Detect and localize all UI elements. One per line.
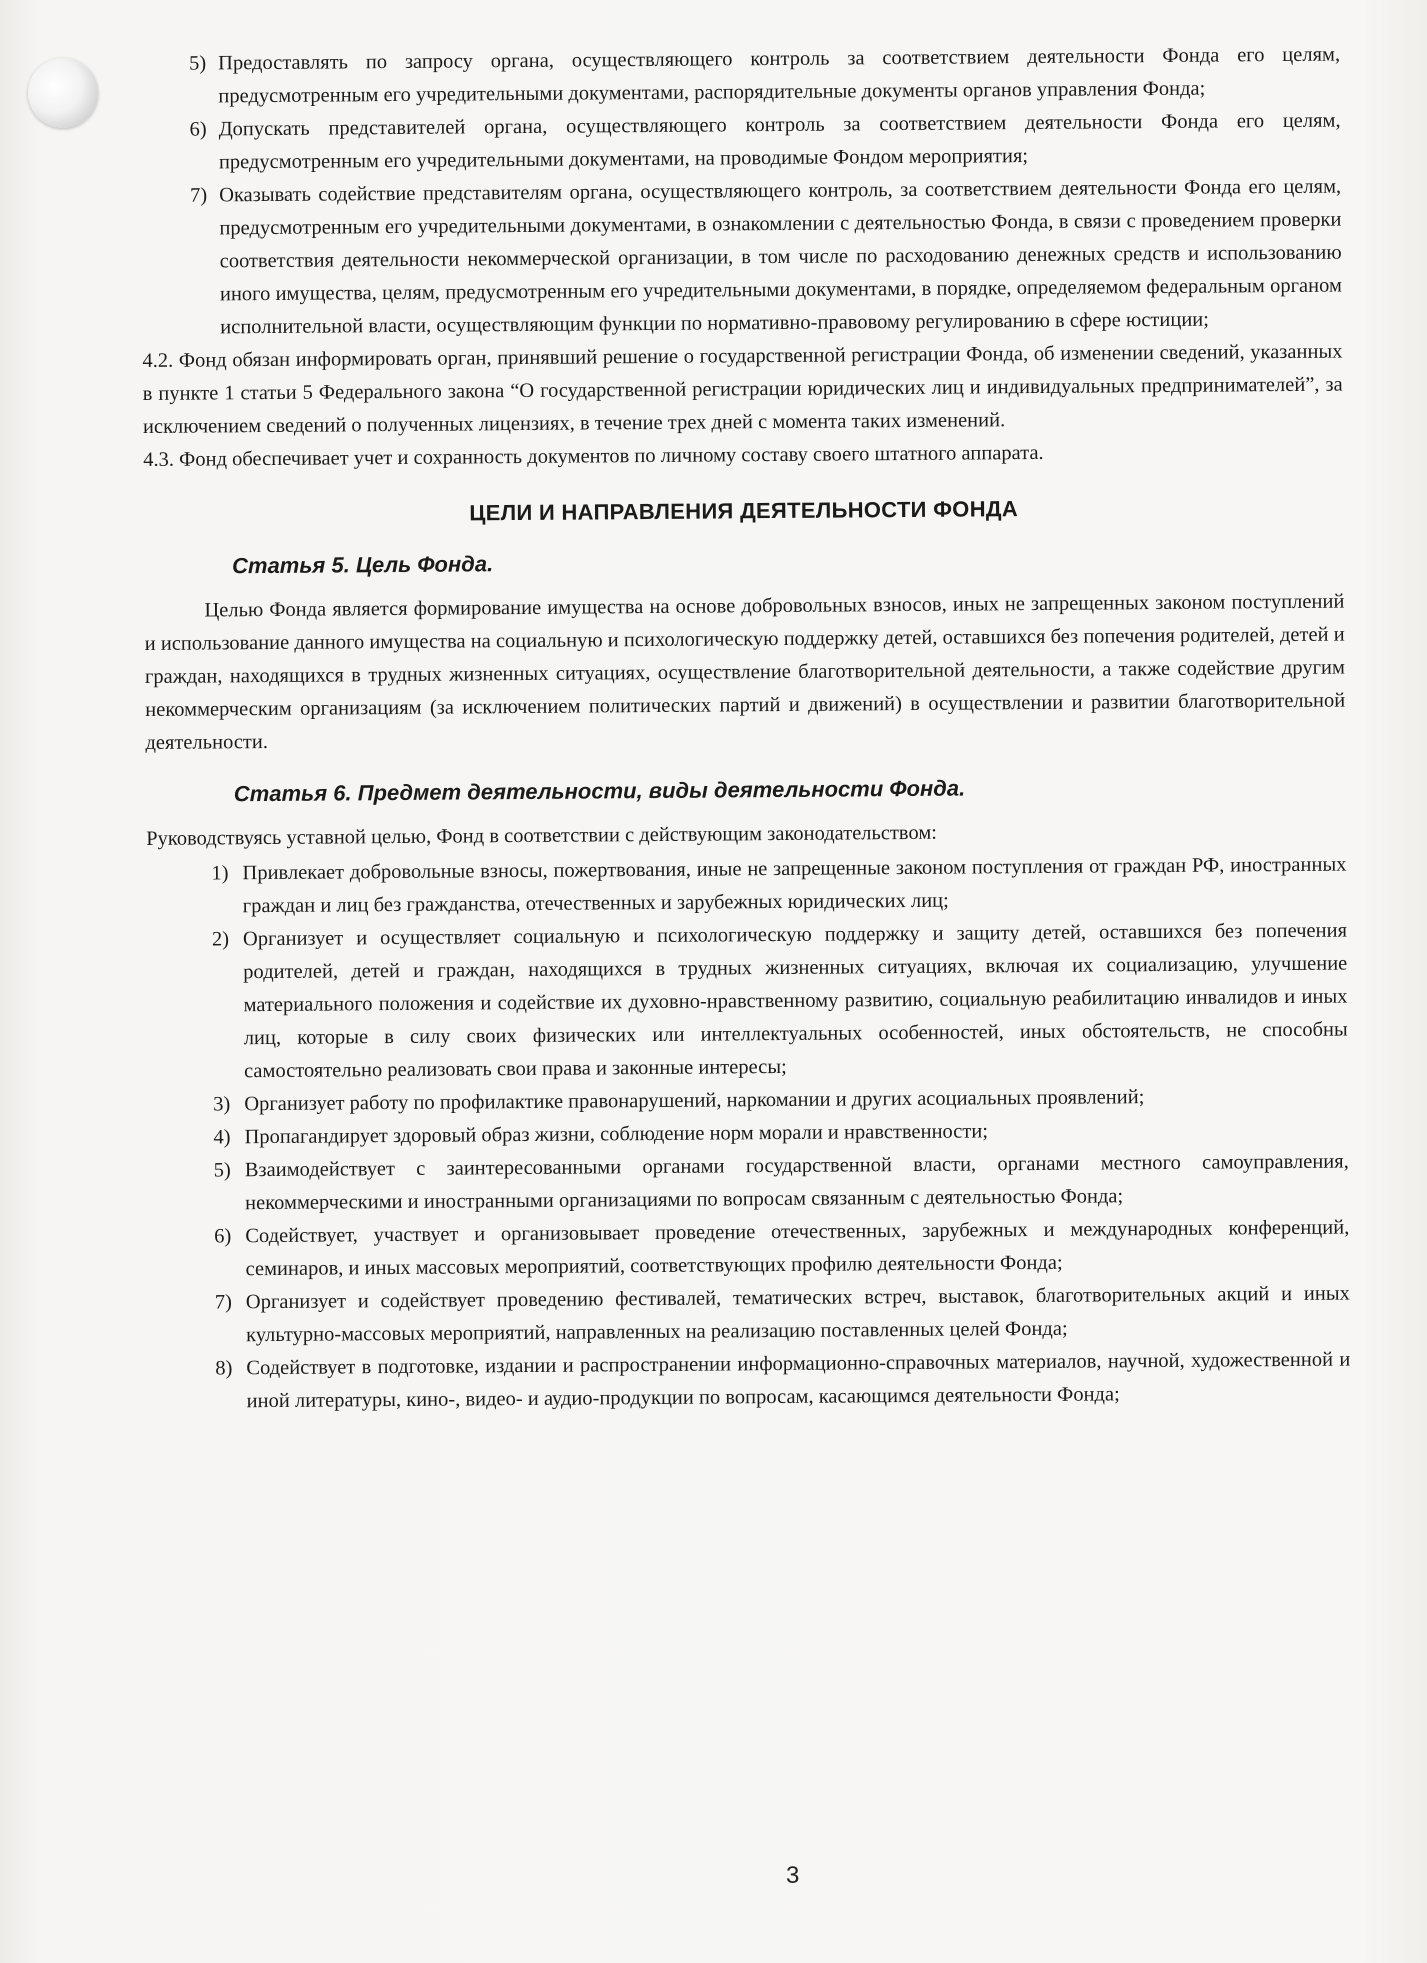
article-6-intro: Руководствуясь уставной целью, Фонд в соответствии с действующим законодательством:	[146, 821, 938, 850]
list-item-number: 8)	[215, 1357, 233, 1380]
list-item	[150, 1344, 1350, 1419]
section-heading: ЦЕЛИ И НАПРАВЛЕНИЯ ДЕЯТЕЛЬНОСТИ ФОНДА	[469, 496, 1019, 526]
punch-hole	[28, 58, 98, 128]
list-item-number: 4)	[213, 1126, 231, 1149]
list-item	[141, 105, 1341, 180]
list-item-number: 6)	[214, 1225, 232, 1248]
list-item-text: Организует и содействует проведению фестивалей, тематических встреч, выставок, благотворительных акций и иных культурно-массовых мероприятий, направленных на реализацию поставленных целей Фонда;	[245, 1282, 1350, 1347]
list-item-text: Содействует, участвует и организовывает проведение отечественных, зарубежных и международных конференций, семинаров, и иных массовых мероприятий, соответствующих профилю деятельности Фонда;	[245, 1216, 1350, 1281]
list-item-number: 5)	[213, 1159, 231, 1182]
list-item	[140, 39, 1340, 114]
list-item-text: Содействует в подготовке, издании и распространении информационно-справочных материалов, научной, художественной и иной литературы, кино-, видео- и аудио-продукции по вопросам, касающимся деятельности Фонда;	[246, 1348, 1351, 1413]
list-item-text: Допускать представителей органа, осуществляющего контроль за соответствием деятельности Фонда его целям, предусмотренным его учредительными документами, на проводимые Фондом мероприятия;	[218, 109, 1341, 174]
activities-list	[146, 849, 1350, 1419]
paragraph-4-2: 4.2. Фонд обязан информировать орган, принявший решение о государственной регистрации Фонда, об изменении сведений, указанных в пункте 1 статьи 5 Федерального закона “О государственной регистрации юридических лиц и индивидуальных предпринимателей”, за исключением сведений о полученных лицензиях, в течение трех дней с момента таких изменений.	[142, 340, 1343, 438]
list-item	[141, 171, 1342, 345]
list-item-number: 5)	[188, 52, 207, 75]
article-5-text: Целью Фонда является формирование имущества на основе добровольных взносов, иных не запрещенных законом поступлений и использование данного имущества на социальную и психологическую поддержку детей, оставшихся без попечения родителей, детей и граждан, находящихся в трудных жизненных ситуациях, осуществление благотворительной деятельности, а также содействие другим некоммерческим организациям (за исключением политических партий и движений) в осуществлении и развитии благотворительной деятельности.	[144, 590, 1346, 754]
list-item-text: Оказывать содействие представителям органа, осуществляющего контроль, за соответствием деятельности Фонда его целям, предусмотренным его учредительными документами, в ознакомлении с деятельностью Фонда, в связи с проведением проверки соответствия деятельности некоммерческой организации, в том числе по расходованию денежных средств и использованию иного имущества, целям, предусмотренным его учредительными документами, в порядке, определяемом федеральным органом исполнительной власти, осуществляющим функции по нормативно-правовому регулированию в сфере юстиции;	[219, 175, 1342, 339]
list-item-number: 3)	[213, 1093, 231, 1116]
list-item-number: 2)	[211, 928, 230, 951]
list-item	[150, 1278, 1350, 1353]
list-item	[149, 1146, 1349, 1221]
obligations-list	[140, 39, 1342, 345]
article-6-title: Статья 6. Предмет деятельности, виды деятельности Фонда.	[233, 775, 966, 807]
list-item	[146, 849, 1346, 924]
list-item	[149, 1212, 1349, 1287]
list-item-text: Привлекает добровольные взносы, пожертвования, иные не запрещенные законом поступления от граждан РФ, иностранных граждан и лиц без гражданства, отечественных и зарубежных юридических лиц;	[242, 853, 1347, 918]
paragraph-4-3: 4.3. Фонд обеспечивает учет и сохранность документов по личному составу своего штатного аппарата.	[143, 441, 1044, 471]
list-item-text: Пропагандирует здоровый образ жизни, соблюдение норм морали и нравственности;	[244, 1120, 989, 1149]
article-5-title: Статья 5. Цель Фонда.	[231, 551, 494, 579]
list-item	[147, 915, 1348, 1089]
page-number: 3	[786, 1862, 800, 1889]
list-item-text: Предоставлять по запросу органа, осуществляющего контроль за соответствием деятельности Фонда его целям, предусмотренным его учредительными документами, распорядительные документы органов управления Фонда;	[218, 43, 1341, 108]
list-item-text: Организует работу по профилактике правонарушений, наркомании и других асоциальных проявлений;	[244, 1086, 1145, 1116]
list-item-text: Организует и осуществляет социальную и психологическую поддержку и защиту детей, оставшихся без попечения родителей, детей и граждан, находящихся в трудных жизненных ситуациях, включая их социализацию, улучшение материального положения и содействие их духовно-нравственному развитию, социальную реабилитацию инвалидов и иных лиц, которые в силу своих физических или интеллектуальных особенностей, иных обстоятельств, не способны самостоятельно реализовать свои права и законные интересы;	[242, 919, 1348, 1083]
list-item-number: 7)	[214, 1291, 232, 1314]
document-content	[140, 39, 1351, 1419]
list-item-number: 6)	[189, 118, 207, 141]
list-item-number: 1)	[211, 862, 229, 885]
list-item-number: 7)	[189, 184, 208, 207]
list-item-text: Взаимодействует с заинтересованными органами государственной власти, органами местного самоуправления, некоммерческими и иностранными организациями по вопросам связанным с деятельностью Фонда;	[244, 1150, 1349, 1215]
